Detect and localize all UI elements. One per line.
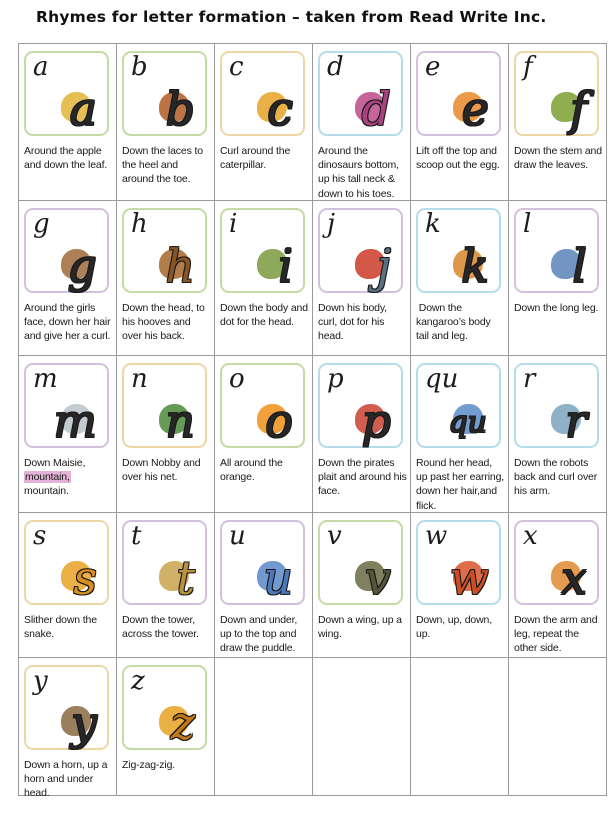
rhyme-text-pre: Around the dinosaurs bottom, up his tall neck & down to his toes. [318,145,402,200]
rhyme-text-pre: Around the girls face, down her hair and give her a curl. [24,302,114,343]
corner-letter-label: a [33,52,49,82]
letter-card [318,363,403,448]
letter-card [514,51,599,136]
page-title: Rhymes for letter formation – taken from Read Write Inc. [36,8,547,26]
rhyme-text-pre: Down the tower, across the tower. [122,614,199,641]
dinosaur-letter-d: d [361,82,391,136]
rhyme-text [24,144,114,172]
letter-cell [313,201,411,356]
rhyme-text-pre: Lift off the top and scoop out the egg. [416,145,500,172]
corner-letter-label: y [33,666,48,696]
letter-card [318,208,403,293]
rhyme-text [220,144,310,172]
corner-letter-label: x [523,521,538,551]
worm-letter-w: w [449,551,489,605]
rhyme-text [24,301,114,344]
letter-cell [411,513,509,658]
egg-in-letter-e: e [461,82,489,136]
letter-cell [215,356,313,513]
rhyme-text-pre: Slither down the snake. [24,614,100,641]
letter-cell [509,201,607,356]
kangaroo-letter-k: k [461,239,489,293]
rhyme-text [220,613,310,656]
letter-card [122,51,207,136]
corner-letter-label: n [131,364,148,394]
umbrella-letter-u: u [263,551,293,605]
letter-cell [117,201,215,356]
corner-letter-label: i [229,209,238,239]
letter-cell [117,658,215,796]
insect-letter-i: i [278,239,293,293]
rhyme-text [416,144,506,172]
letter-cell [215,513,313,658]
rhyme-text-pre: Curl around the caterpillar. [220,145,293,172]
letter-cell [509,513,607,658]
rhyme-text-pre: Down Maisie, [24,457,88,469]
letter-card [24,520,109,605]
leg-letter-l: l [572,239,587,293]
corner-letter-label: h [131,209,148,239]
letter-cell [19,44,117,201]
empty-cell [509,658,607,796]
rhyme-text [122,301,212,344]
rhyme-text [122,758,212,772]
rhyme-text-pre: Down the kangaroo’s body tail and leg. [416,302,494,343]
empty-cell [215,658,313,796]
letter-cell [19,658,117,800]
rhyme-text [416,301,506,344]
letter-cell [411,356,509,513]
letter-cell [313,356,411,513]
corner-letter-label: p [327,364,344,394]
rhyme-text-pre: Down a horn, up a horn and under head. [24,759,111,800]
letter-card [220,363,305,448]
corner-letter-label: s [33,521,47,551]
zigzag-letter-z: z [170,696,195,750]
corner-letter-label: d [327,52,344,82]
corner-letter-label: b [131,52,148,82]
letter-cell [411,44,509,201]
rhyme-text [220,301,310,329]
letter-cell [215,201,313,356]
rhyme-text-pre: Around the apple and down the leaf. [24,145,108,172]
letter-card [416,51,501,136]
letter-card [416,520,501,605]
corner-letter-label: r [523,364,536,394]
orange-in-letter-o: o [265,394,293,448]
letter-card [122,208,207,293]
letter-card [318,520,403,605]
letter-card [24,51,109,136]
rhyme-text [416,613,506,641]
rhyme-text-pre: Down the body and dot for the head. [220,302,311,329]
corner-letter-label: l [523,209,532,239]
letter-cell [19,513,117,658]
vulture-wings-letter-v: v [365,551,391,605]
corner-letter-label: k [425,209,441,239]
rhyme-text-pre: Down the robots back and curl over his arm. [514,457,600,498]
corner-letter-label: t [131,521,142,551]
rhyme-text-post: mountain. [24,471,74,498]
caterpillar-letter-c: c [267,82,293,136]
corner-letter-label: f [523,52,533,82]
letter-cell [411,201,509,356]
pirate-letter-p: p [361,394,391,448]
letter-card [318,51,403,136]
rhyme-text-pre: Down the laces to the heel and around the toe. [122,145,206,186]
rhyme-text-pre: Down the pirates plait and around his face. [318,457,410,498]
letter-cell [19,201,117,356]
corner-letter-label: z [131,666,145,696]
yak-letter-y: y [71,696,97,750]
letter-card [122,363,207,448]
girl-face-letter-g: g [67,239,97,293]
letter-card [122,665,207,750]
letter-cell [509,44,607,201]
rhyme-text-pre: Down the stem and draw the leaves. [514,145,605,172]
nobby-net-letter-n: n [165,394,195,448]
rhyme-text [24,456,114,499]
corner-letter-label: u [229,521,246,551]
empty-cell [313,658,411,796]
rhyme-text [24,613,114,641]
letter-cell [313,513,411,658]
snake-letter-s: s [73,551,97,605]
rhyme-text [318,613,408,641]
maisie-mountains-letter-m: m [53,394,97,448]
corner-letter-label: e [425,52,441,82]
rhyme-text [514,613,604,656]
letter-card [24,665,109,750]
letter-card [122,520,207,605]
letter-card [220,520,305,605]
rhyme-text-pre: Down his body, curl, dot for his head. [318,302,390,343]
letter-card [416,363,501,448]
letter-card [220,51,305,136]
flower-stem-letter-f: f [569,82,587,136]
queen-letters-qu: qu [448,405,487,440]
letter-cell [117,513,215,658]
tower-letter-t: t [176,551,195,605]
letter-card [514,208,599,293]
letter-cell [313,44,411,201]
corner-letter-label: j [327,209,336,239]
rhyme-text-pre: Down the head, to his hooves and over his back. [122,302,208,343]
rhyme-text-pre: Down and under, up to the top and draw the puddle. [220,614,300,655]
rhyme-text-pre: Down the long leg. [514,302,599,314]
rhyme-text [514,301,604,315]
corner-letter-label: qu [425,364,459,394]
letter-card [514,520,599,605]
corner-letter-label: v [327,521,342,551]
letter-formation-table [18,43,607,800]
robot-letter-r: r [565,394,587,448]
corner-letter-label: o [229,364,245,394]
rhyme-text [318,301,408,344]
apple-in-letter-a: a [69,82,97,136]
rhyme-text [24,758,114,801]
rhyme-text [514,456,604,499]
rhyme-text-pre: Down, up, down, up. [416,614,495,641]
corner-letter-label: g [33,209,50,239]
letter-cell [19,356,117,513]
rhyme-text-pre: Down Nobby and over his net. [122,457,204,484]
boot-in-letter-b: b [165,82,195,136]
corner-letter-label: c [229,52,244,82]
rhyme-text [514,144,604,172]
rhyme-text-pre: Zig-zag-zig. [122,759,176,771]
empty-cell [411,658,509,796]
letter-cell [117,44,215,201]
corner-letter-label: w [425,521,448,551]
exercising-figure-letter-x: x [561,551,587,605]
letter-card [220,208,305,293]
highlighted-word: mountain, [25,471,70,484]
rhyme-text [220,456,310,484]
letter-card [24,208,109,293]
letter-card [24,363,109,448]
rhyme-text [122,144,212,187]
jack-in-box-letter-j: j [376,239,391,293]
rhyme-text [416,456,506,513]
letter-card [514,363,599,448]
letter-card [416,208,501,293]
rhyme-text-pre: Down the arm and leg, repeat the other side. [514,614,601,655]
rhyme-text-pre: All around the orange. [220,457,286,484]
horse-letter-h: h [165,239,195,293]
rhyme-text-pre: Round her head, up past her earring, down her hair,and flick. [416,457,507,512]
letter-cell [117,356,215,513]
letter-cell [215,44,313,201]
rhyme-text [122,613,212,641]
rhyme-text-pre: Down a wing, up a wing. [318,614,405,641]
rhyme-text [318,456,408,499]
corner-letter-label: m [33,364,58,394]
rhyme-text [122,456,212,484]
letter-cell [509,356,607,513]
rhyme-text [318,144,408,201]
